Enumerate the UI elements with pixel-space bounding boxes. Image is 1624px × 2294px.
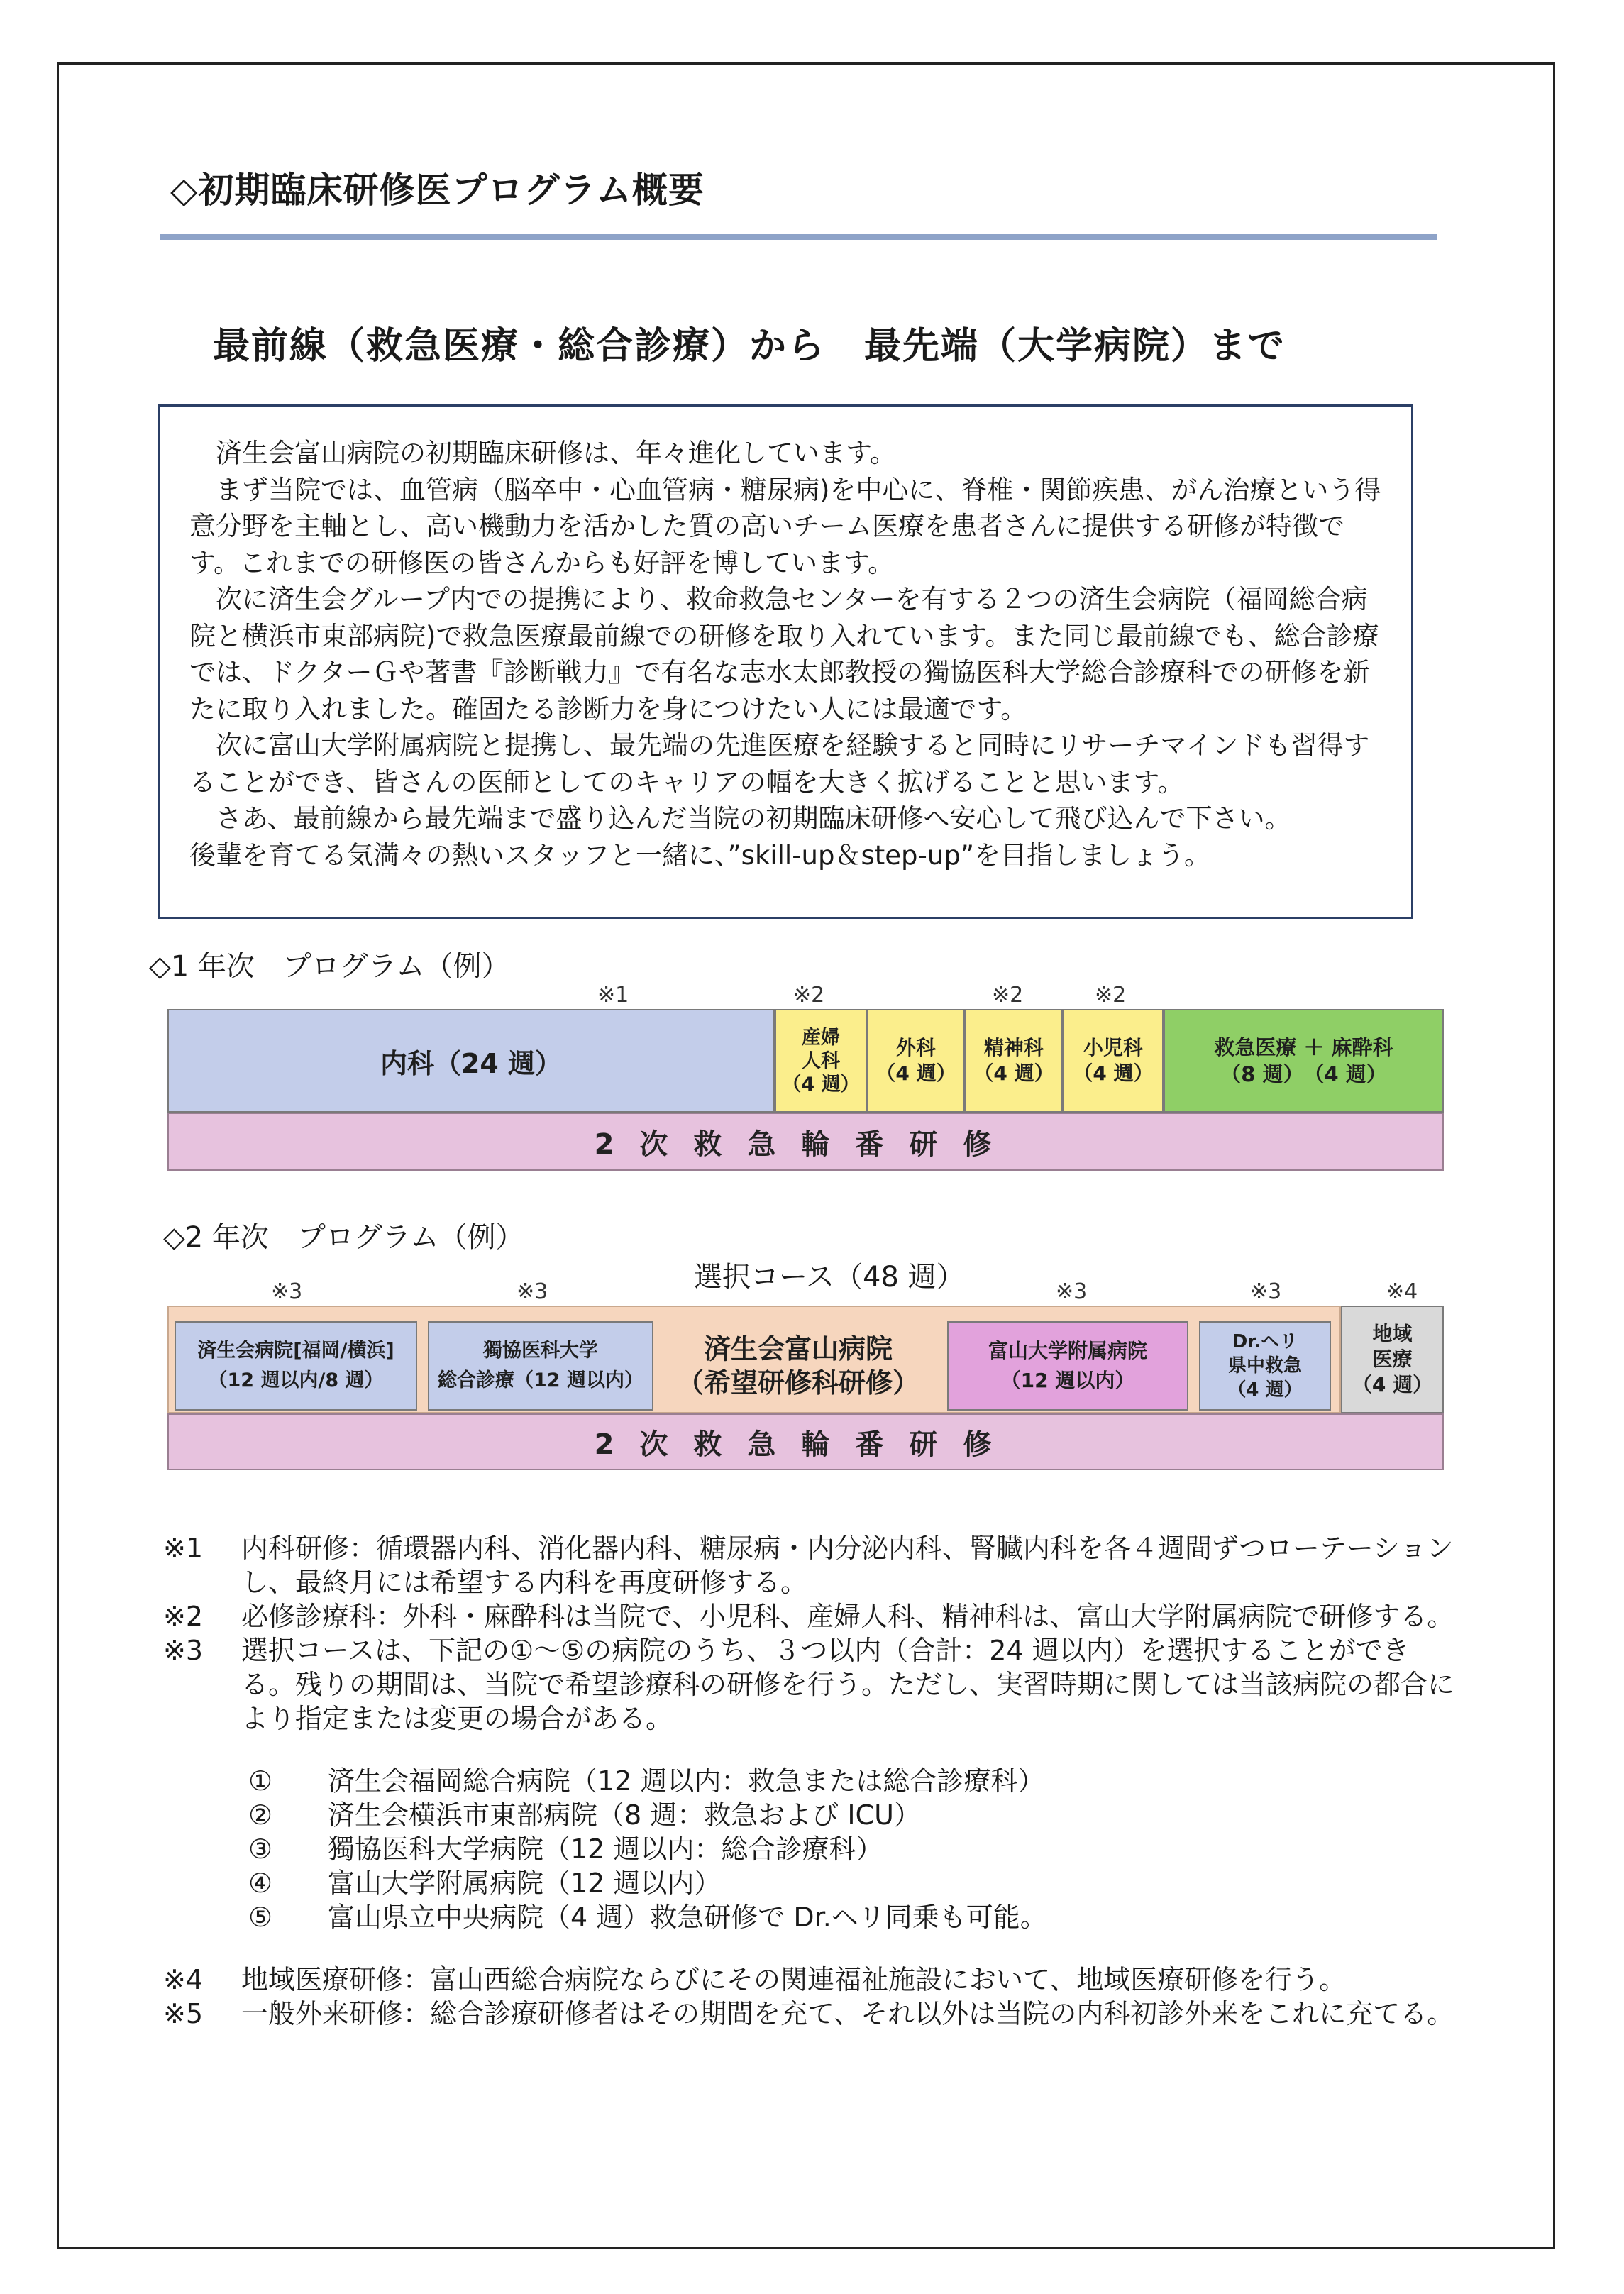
- year2-mark: ※3: [517, 1279, 548, 1304]
- year2-block-toyama-university: 富山大学附属病院 （12 週以内）: [947, 1321, 1188, 1411]
- footnote: [163, 1599, 1462, 1633]
- title-divider: [160, 234, 1437, 240]
- year1-block-emergency-anesthesia: 救急医療 ＋ 麻酔科 （8 週） （4 週）: [1164, 1009, 1444, 1113]
- footnote-mark: ※5: [163, 1998, 204, 2029]
- footnote: [163, 1997, 1462, 2031]
- year2-rotation-strip: 2次救急輪番研修: [167, 1413, 1444, 1470]
- intro-paragraph: 次に富山大学附属病院と提携し、最先端の先進医療を経験すると同時にリサーチマインドも習得することができ、皆さんの医師としてのキャリアの幅を大きく拡げることと思います。: [189, 730, 1370, 798]
- hospital-number: ②: [248, 1799, 273, 1831]
- year1-block-surgery: 外科 （4 週）: [867, 1009, 965, 1113]
- hospital-text: 富山県立中央病院（4 週）救急研修で Dr.ヘリ同乗も可能。: [328, 1902, 1047, 1933]
- hospital-list: [248, 1764, 1462, 1934]
- footnote: [163, 1963, 1462, 1997]
- hospital-number: ③: [248, 1833, 273, 1865]
- hospital-number: ⑤: [248, 1902, 273, 1933]
- hospital-item: [248, 1866, 1462, 1900]
- footnote-mark: ※4: [163, 1964, 204, 1995]
- hospital-text: 済生会横浜市東部病院（8 週：救急および ICU）: [328, 1799, 921, 1831]
- hospital-text: 済生会福岡総合病院（12 週以内：救急または総合診療科）: [328, 1765, 1045, 1797]
- year1-block-internal-medicine: 内科（24 週）: [167, 1009, 775, 1113]
- intro-paragraph: まず当院では、血管病（脳卒中・心血管病・糖尿病)を中心に、脊椎・関節疾患、がん治療という得意分野を主軸とし、高い機動力を活かした質の高いチーム医療を患者さんに提供する研修が特徴です。これまでの研修医の皆さんからも好評を博しています。: [189, 474, 1381, 578]
- hospital-text: 富山大学附属病院（12 週以内）: [328, 1868, 722, 1899]
- year2-block-regional-medicine: 地域 医療 （4 週）: [1341, 1306, 1444, 1413]
- footnote-text: 一般外来研修：総合診療研修者はその期間を充て、それ以外は当院の内科初診外来をこれに充てる。: [241, 1998, 1454, 2029]
- footnotes: [163, 1531, 1462, 2031]
- year1-mark: ※2: [793, 983, 825, 1008]
- year1-block-obgyn: 産婦 人科 （4 週）: [775, 1009, 867, 1113]
- footnote: [163, 1531, 1462, 1599]
- intro-paragraph: 後輩を育てる気満々の熱いスタッフと一緒に、”skill-up＆step-up”を目指しましょう。: [189, 839, 1210, 871]
- footnote-mark: ※2: [163, 1601, 204, 1632]
- footnote-mark: ※3: [163, 1635, 204, 1666]
- hospital-item: [248, 1764, 1462, 1798]
- intro-paragraph: さあ、最前線から最先端まで盛り込んだ当院の初期臨床研修へ安心して飛び込んで下さい。: [189, 803, 1291, 834]
- footnote-text: 必修診療科：外科・麻酔科は当院で、小児科、産婦人科、精神科は、富山大学附属病院で研修する。: [241, 1601, 1454, 1632]
- intro-paragraph: 済生会富山病院の初期臨床研修は、年々進化しています。: [189, 438, 897, 468]
- hospital-item: [248, 1798, 1462, 1832]
- year2-mark: ※4: [1386, 1279, 1418, 1304]
- footnote-text: 内科研修：循環器内科、消化器内科、糖尿病・内分泌内科、腎臓内科を各４週間ずつローテーションし、最終月には希望する内科を再度研修する。: [241, 1533, 1454, 1598]
- intro-paragraph: 次に済生会グループ内での提携により、救命救急センターを有する２つの済生会病院（福岡総合病院と横浜市東部病院)で救急医療最前線での研修を取り入れています。また同じ最前線でも、総合診療では、ドクターＧや著書『診断戦力』で有名な志水太郎教授の獨協医科大学総合診療科での研修を新たに取り入れました。確固たる診断力を身につけたい人には最適です。: [189, 584, 1379, 724]
- year2-mark: ※3: [1250, 1279, 1282, 1304]
- hospital-item: [248, 1900, 1462, 1934]
- year2-mark: ※3: [1056, 1279, 1088, 1304]
- hospital-item: [248, 1832, 1462, 1866]
- year2-block-dr-heli: Dr.ヘリ 県中救急 （4 週）: [1199, 1321, 1331, 1411]
- year1-label: ◇1 年次 プログラム（例）: [149, 950, 510, 983]
- year1-mark: ※1: [597, 983, 629, 1008]
- year1-block-psychiatry: 精神科 （4 週）: [965, 1009, 1063, 1113]
- page-title: ◇初期臨床研修医プログラム概要: [170, 170, 705, 211]
- page-subtitle: 最前線（救急医療・総合診療）から 最先端（大学病院）まで: [213, 325, 1286, 368]
- intro-box: [158, 404, 1413, 919]
- footnote-text: 地域医療研修：富山西総合病院ならびにその関連福祉施設において、地域医療研修を行う。: [241, 1964, 1347, 1995]
- footnote: [163, 1633, 1462, 1736]
- hospital-number: ④: [248, 1868, 273, 1899]
- year1-block-pediatrics: 小児科 （4 週）: [1063, 1009, 1164, 1113]
- year2-block-saiseikai-toyama: 済生会富山病院 （希望研修科研修）: [676, 1333, 919, 1399]
- year1-mark: ※2: [992, 983, 1024, 1008]
- footnote-text: 選択コースは、下記の①～⑤の病院のうち、３つ以内（合計：24 週以内）を選択することができる。残りの期間は、当院で希望診療科の研修を行う。ただし、実習時期に関しては当該病院の都合により指定または変更の場合がある。: [241, 1635, 1455, 1734]
- hospital-number: ①: [248, 1765, 273, 1797]
- year1-mark: ※2: [1095, 983, 1127, 1008]
- year1-rotation-strip: 2次救急輪番研修: [167, 1113, 1444, 1171]
- year2-block-dokkyo: 獨協医科大学 総合診療（12 週以内）: [428, 1321, 653, 1411]
- year2-mark: ※3: [271, 1279, 303, 1304]
- year2-label: ◇2 年次 プログラム（例）: [163, 1221, 524, 1254]
- hospital-text: 獨協医科大学病院（12 週以内：総合診療科）: [328, 1833, 883, 1865]
- footnote-mark: ※1: [163, 1533, 204, 1564]
- year2-block-saiseikai-fukuoka-yokohama: 済生会病院[福岡/横浜] （12 週以内/8 週）: [175, 1321, 417, 1411]
- year2-course-label: 選択コース（48 週）: [694, 1261, 965, 1294]
